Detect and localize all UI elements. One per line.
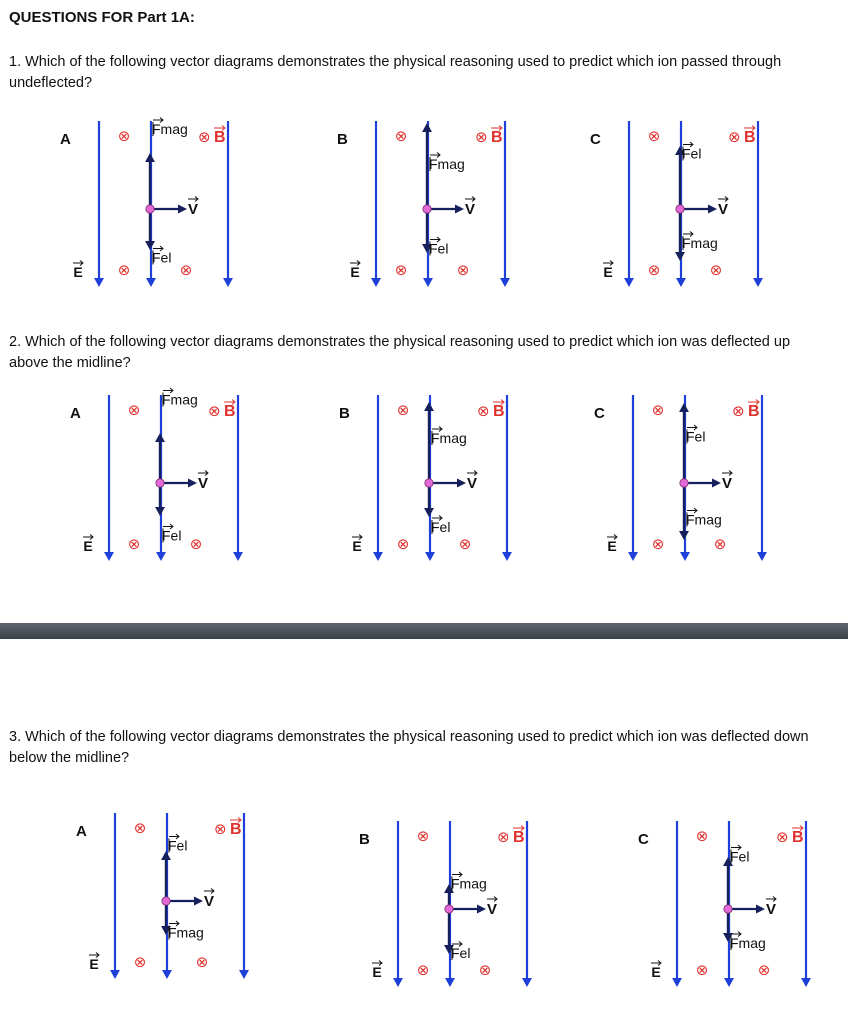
ion-dot	[156, 479, 164, 487]
top-force-label: Fmag	[451, 875, 487, 892]
velocity-label: V	[188, 201, 199, 218]
question-3	[9, 727, 829, 769]
diagram-q2-b[interactable]	[337, 385, 537, 565]
velocity-label: V	[465, 201, 476, 218]
diagram-q2-a[interactable]	[68, 385, 268, 565]
b-field-label: B	[792, 829, 804, 846]
b-field-label: B	[744, 129, 756, 146]
velocity-arrow	[680, 205, 717, 214]
into-page-symbol: ⊗	[475, 129, 488, 146]
b-field-label: B	[214, 129, 226, 146]
velocity-label: V	[766, 901, 777, 918]
option-letter: C	[638, 831, 649, 848]
question-text: Which of the following vector diagrams demonstrates the physical reasoning used to predict which ion was deflected up above the midline?	[9, 334, 791, 371]
field-line-left	[624, 121, 634, 287]
b-field-label: B	[224, 403, 236, 420]
velocity-label: V	[198, 475, 209, 492]
force-arrow-up	[145, 153, 155, 209]
velocity-arrow	[150, 205, 187, 214]
top-force-label: Fel	[682, 145, 702, 162]
diagram-q2-c[interactable]	[592, 385, 792, 565]
field-line-left	[628, 395, 638, 561]
field-line-left	[94, 121, 104, 287]
question-2	[9, 332, 829, 374]
top-force-label: Fel	[168, 837, 188, 854]
e-field-label: E	[603, 264, 613, 280]
into-page-symbol: ⊗	[214, 821, 227, 838]
ion-dot	[680, 479, 688, 487]
diagram-q1-a[interactable]	[58, 111, 258, 291]
diagram-q1-b[interactable]	[335, 111, 535, 291]
into-page-icon: ⊗	[396, 536, 410, 553]
option-letter: A	[70, 405, 81, 422]
field-line-left	[672, 821, 682, 987]
ion-dot	[162, 897, 170, 905]
ion-dot	[445, 905, 453, 913]
into-page-icon: ⊗	[416, 828, 430, 845]
velocity-arrow	[160, 479, 197, 488]
top-force-label: Fel	[686, 428, 706, 445]
option-letter: C	[594, 405, 605, 422]
into-page-icon: ⊗	[133, 820, 147, 837]
into-page-symbol: ⊗	[728, 129, 741, 146]
page-heading: QUESTIONS FOR Part 1A:	[9, 9, 195, 26]
field-line-left	[104, 395, 114, 561]
velocity-label: V	[204, 893, 215, 910]
velocity-arrow	[166, 897, 203, 906]
bottom-force-label: Fel	[431, 519, 451, 535]
ion-dot	[724, 905, 732, 913]
into-page-icon: ⊗	[458, 536, 472, 553]
into-page-icon: ⊗	[117, 262, 131, 279]
bottom-force-label: Fmag	[730, 935, 766, 951]
bottom-force-label: Fel	[162, 527, 182, 544]
e-field-label: E	[651, 964, 661, 980]
ion-dot	[425, 479, 433, 487]
ion-dot	[423, 205, 431, 213]
top-force-label: Fmag	[429, 156, 465, 172]
into-page-symbol: ⊗	[497, 829, 510, 846]
e-field-label: E	[607, 538, 617, 554]
into-page-icon: ⊗	[394, 128, 408, 145]
option-letter: B	[339, 405, 350, 422]
b-field-label: B	[493, 403, 505, 420]
into-page-symbol: ⊗	[198, 129, 211, 146]
force-arrow-down	[145, 209, 155, 250]
velocity-label: V	[467, 475, 478, 492]
field-line-left	[393, 821, 403, 987]
bottom-force-label: Fmag	[686, 511, 722, 528]
field-line-left	[371, 121, 381, 287]
into-page-icon: ⊗	[195, 954, 209, 971]
into-page-icon: ⊗	[394, 262, 408, 279]
velocity-arrow	[684, 479, 721, 488]
e-field-label: E	[352, 538, 362, 554]
b-field-label: B	[748, 403, 760, 420]
field-line-left	[373, 395, 383, 561]
ion-dot	[146, 205, 154, 213]
top-force-label: Fel	[730, 848, 750, 865]
velocity-arrow	[429, 479, 466, 488]
velocity-arrow	[728, 905, 765, 914]
diagram-q3-c[interactable]	[636, 811, 836, 991]
bottom-force-label: Fel	[429, 240, 449, 257]
into-page-icon: ⊗	[713, 536, 727, 553]
into-page-icon: ⊗	[179, 262, 193, 279]
into-page-icon: ⊗	[127, 536, 141, 553]
top-force-label: Fmag	[162, 391, 198, 408]
e-field-label: E	[89, 956, 99, 972]
into-page-symbol: ⊗	[477, 403, 490, 420]
into-page-symbol: ⊗	[208, 403, 221, 420]
question-1	[9, 52, 829, 94]
into-page-icon: ⊗	[651, 536, 665, 553]
option-letter: C	[590, 131, 601, 148]
force-arrow-up	[155, 433, 165, 483]
b-field-label: B	[491, 129, 503, 146]
bottom-force-label: Fmag	[682, 235, 718, 251]
diagram-q3-b[interactable]	[357, 811, 557, 991]
option-letter: A	[76, 823, 87, 840]
into-page-icon: ⊗	[117, 128, 131, 145]
top-force-label: Fmag	[152, 121, 188, 137]
into-page-icon: ⊗	[647, 128, 661, 145]
section-divider	[0, 623, 848, 639]
into-page-icon: ⊗	[478, 962, 492, 979]
b-field-label: B	[230, 821, 242, 838]
b-field-label: B	[513, 829, 525, 846]
velocity-label: V	[722, 475, 733, 492]
question-text: Which of the following vector diagrams demonstrates the physical reasoning used to predict which ion was deflected down below the midline?	[9, 729, 809, 766]
question-number: 2.	[9, 334, 22, 350]
option-letter: A	[60, 131, 71, 148]
velocity-arrow	[427, 205, 464, 214]
field-line-left	[110, 813, 120, 979]
diagram-q1-c[interactable]	[588, 111, 788, 291]
velocity-label: V	[718, 201, 729, 218]
force-arrow-down	[424, 483, 434, 517]
into-page-icon: ⊗	[189, 536, 203, 553]
into-page-icon: ⊗	[416, 962, 430, 979]
into-page-icon: ⊗	[133, 954, 147, 971]
diagram-q3-a[interactable]	[74, 803, 274, 983]
into-page-symbol: ⊗	[776, 829, 789, 846]
into-page-symbol: ⊗	[732, 403, 745, 420]
force-arrow-up	[723, 857, 733, 909]
e-field-label: E	[372, 964, 382, 980]
force-arrow-up	[161, 851, 171, 901]
option-letter: B	[359, 831, 370, 848]
force-arrow-down	[155, 483, 165, 516]
velocity-label: V	[487, 901, 498, 918]
e-field-label: E	[350, 264, 360, 280]
into-page-icon: ⊗	[647, 262, 661, 279]
into-page-icon: ⊗	[127, 402, 141, 419]
bottom-force-label: Fel	[451, 945, 471, 961]
into-page-icon: ⊗	[651, 402, 665, 419]
velocity-arrow	[449, 905, 486, 914]
option-letter: B	[337, 131, 348, 148]
bottom-force-label: Fmag	[168, 924, 204, 941]
into-page-icon: ⊗	[396, 402, 410, 419]
question-number: 3.	[9, 729, 22, 745]
e-field-label: E	[83, 538, 93, 554]
top-force-label: Fmag	[431, 430, 467, 446]
into-page-icon: ⊗	[709, 262, 723, 279]
into-page-icon: ⊗	[695, 828, 709, 845]
question-text: Which of the following vector diagrams demonstrates the physical reasoning used to predict which ion passed through undeflected?	[9, 54, 782, 91]
e-field-label: E	[73, 264, 83, 280]
into-page-icon: ⊗	[456, 262, 470, 279]
question-number: 1.	[9, 54, 22, 70]
into-page-icon: ⊗	[757, 962, 771, 979]
bottom-force-label: Fel	[152, 249, 172, 266]
into-page-icon: ⊗	[695, 962, 709, 979]
ion-dot	[676, 205, 684, 213]
